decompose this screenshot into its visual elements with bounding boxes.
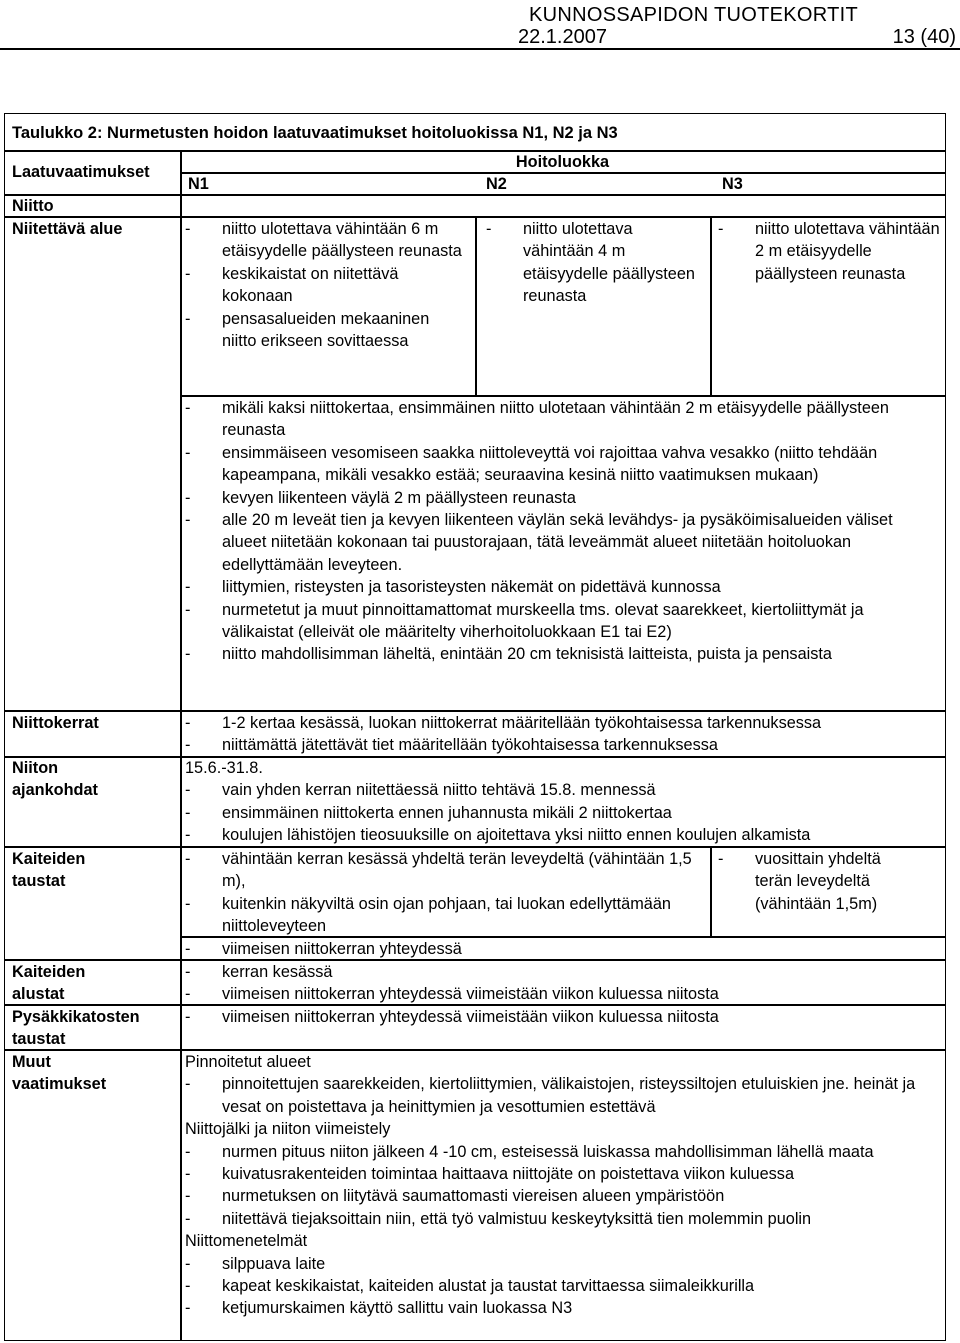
row-label-niitettava: Niitettävä alue — [12, 220, 123, 238]
list-item: - viimeisen niittokerran yhteydessä — [185, 938, 937, 960]
label-line: Kaiteiden — [12, 963, 86, 981]
row-label-muut — [12, 1051, 106, 1096]
list-item: - vuosittain yhdeltä terän leveydeltä (vähintään 1,5m) — [718, 848, 918, 915]
list-item: - viimeisen niittokerran yhteydessä viimeistään viikon kuluessa niitosta — [185, 1006, 937, 1028]
header-rule — [0, 48, 960, 50]
page-number: 13 (40) — [892, 26, 956, 48]
kaiteiden-alustat-content — [185, 961, 937, 1006]
list-item: - vähintään kerran kesässä yhdeltä terän leveydeltä (vähintään 1,5 m), — [185, 848, 695, 893]
list-item: - keskikaistat on niitettävä kokonaan — [185, 263, 467, 308]
document-date: 22.1.2007 — [518, 26, 607, 48]
kaiteiden-taustat-n3 — [718, 848, 918, 915]
list-item: - niitto ulotettava vähintään 4 m etäisyydelle päällysteen reunasta — [486, 218, 701, 308]
list-item: - koulujen lähistöjen tieosuuksille on ajoitettava yksi niitto ennen koulujen alkamista — [185, 824, 937, 846]
rule — [4, 194, 945, 196]
row-label-kaiteiden-alustat — [12, 961, 85, 1006]
label-line: Pysäkkikatosten — [12, 1008, 140, 1026]
label-line: taustat — [12, 872, 66, 891]
list-item: - kevyen liikenteen väylä 2 m päällysteen reunasta — [185, 487, 937, 509]
list-item: - vain yhden kerran niitettäessä niitto tehtävä 15.8. mennessä — [185, 779, 937, 801]
kaiteiden-taustat-n12 — [185, 848, 695, 938]
list-item: - niitto ulotettava vähintään 6 m etäisyydelle päällysteen reunasta — [185, 218, 467, 263]
list-item: - nurmetuksen on liitytävä saumattomasti viereisen alueen ympäristöön — [185, 1185, 937, 1207]
list-item: - nurmetetut ja muut pinnoittamattomat murskeella tms. olevat saarekkeet, kiertoliittymät ja välikaistat (elleivät ole määritelty viherhoitoluokkaan E1 tai E2) — [185, 599, 937, 644]
label-line: vaatimukset — [12, 1075, 107, 1094]
list-item: - ensimmäinen niittokerta ennen juhannusta mikäli 2 niittokertaa — [185, 802, 937, 824]
list-item: - niitettävä tiejaksoittain niin, että työ valmistuu keskeytyksittä tien molemmin puolin — [185, 1208, 937, 1230]
ajankohdat-content — [185, 757, 937, 847]
list-item: - alle 20 m leveät tien ja kevyen liikenteen väylän sekä levähdys- ja pysäköimisalueiden väliset alueet niitetään kokonaan tai puustorajaan, tätä leveämmät alueet niitetään hoitoluokan edellyttämään leveyteen. — [185, 509, 937, 576]
kaiteiden-taustat-common — [185, 938, 937, 960]
niitettava-n3 — [718, 218, 940, 285]
niittokerrat-content — [185, 712, 945, 757]
col-header-n2: N2 — [486, 175, 507, 193]
rule — [710, 846, 712, 937]
section-niitto: Niitto — [12, 197, 54, 215]
list-item: - kuitenkin näkyviltä osin ojan pohjaan, tai luokan edellyttämään niittoleveyteen — [185, 893, 695, 938]
niitettava-common — [185, 397, 937, 666]
rule — [710, 216, 712, 396]
rule — [475, 216, 477, 396]
col-header-requirements: Laatuvaatimukset — [12, 163, 150, 181]
list-item: - nurmen pituus niiton jälkeen 4 -10 cm, esteisessä luiskassa mahdollisimman lähellä maata — [185, 1141, 937, 1163]
niitettava-n1 — [185, 218, 467, 352]
list-item: - niittämättä jätettävät tiet määritellään työkohtaisessa tarkennuksessa — [185, 734, 945, 756]
list-item: - kapeat keskikaistat, kaiteiden alustat ja taustat tarvittaessa siimaleikkurilla — [185, 1275, 937, 1297]
col-header-hoitoluokka: Hoitoluokka — [515, 153, 610, 171]
label-line: Niiton — [12, 759, 59, 777]
table-caption: Taulukko 2: Nurmetusten hoidon laatuvaatimukset hoitoluokissa N1, N2 ja N3 — [12, 124, 618, 142]
document-title: KUNNOSSAPIDON TUOTEKORTIT — [528, 4, 858, 26]
list-item: - mikäli kaksi niittokertaa, ensimmäinen niitto ulotetaan vähintään 2 m etäisyydelle päällysteen reunasta — [185, 397, 937, 442]
label-line: taustat — [12, 1030, 66, 1049]
subheading-niittojalki: Niittojälki ja niiton viimeistely — [185, 1120, 391, 1139]
list-item: - ketjumurskaimen käyttö sallittu vain luokassa N3 — [185, 1297, 937, 1319]
col-header-n1: N1 — [188, 175, 209, 193]
period-text: 15.6.-31.8. — [185, 759, 263, 777]
list-item: - kerran kesässä — [185, 961, 937, 983]
row-label-pysakit — [12, 1006, 140, 1051]
list-item: - niitto ulotettava vähintään 2 m etäisyydelle päällysteen reunasta — [718, 218, 940, 285]
col-header-n3: N3 — [722, 175, 743, 193]
label-line: alustat — [12, 985, 65, 1004]
list-item: - pinnoitettujen saarekkeiden, kiertoliittymien, välikaistojen, risteyssiltojen etuluiskien jne. heinät ja vesat on poistettava ja heinittymien ja vesottumien estettävä — [185, 1073, 937, 1118]
list-item: - 1-2 kertaa kesässä, luokan niittokerrat määritellään työkohtaisessa tarkennuksessa — [185, 712, 945, 734]
row-label-ajankohdat — [12, 757, 98, 802]
pysakit-content — [185, 1006, 937, 1028]
muut-content — [185, 1051, 937, 1320]
list-item: - ensimmäiseen vesomiseen saakka niittoleveyttä voi rajoittaa vahva vesakko (niitto tehdään kapeampana, mikäli vesakko estää; seuraavina kesinä niitto vaatimuksen mukaan) — [185, 442, 937, 487]
rule — [180, 150, 182, 1340]
list-item: - silppuava laite — [185, 1253, 937, 1275]
label-line: ajankohdat — [12, 781, 98, 800]
niitettava-n2 — [486, 218, 701, 308]
page-header — [0, 2, 960, 46]
label-line: Muut — [12, 1053, 51, 1071]
row-label-niittokerrat: Niittokerrat — [12, 714, 99, 732]
list-item: - kuivatusrakenteiden toimintaa haittaava niittojäte on poistettava viikon kuluessa — [185, 1163, 937, 1185]
subheading-menetelmat: Niittomenetelmät — [185, 1232, 308, 1251]
row-label-kaiteiden-taustat — [12, 848, 85, 893]
list-item: - liittymien, risteysten ja tasoristeysten näkemät on pidettävä kunnossa — [185, 576, 937, 598]
label-line: Kaiteiden — [12, 850, 86, 868]
list-item: - niitto mahdollisimman läheltä, enintään 20 cm teknisistä laitteista, puista ja pensaista — [185, 643, 937, 665]
list-item: - viimeisen niittokerran yhteydessä viimeistään viikon kuluessa niitosta — [185, 983, 937, 1005]
list-item: - pensasalueiden mekaaninen niitto erikseen sovittaessa — [185, 308, 467, 353]
subheading-pinnoitetut: Pinnoitetut alueet — [185, 1053, 311, 1071]
